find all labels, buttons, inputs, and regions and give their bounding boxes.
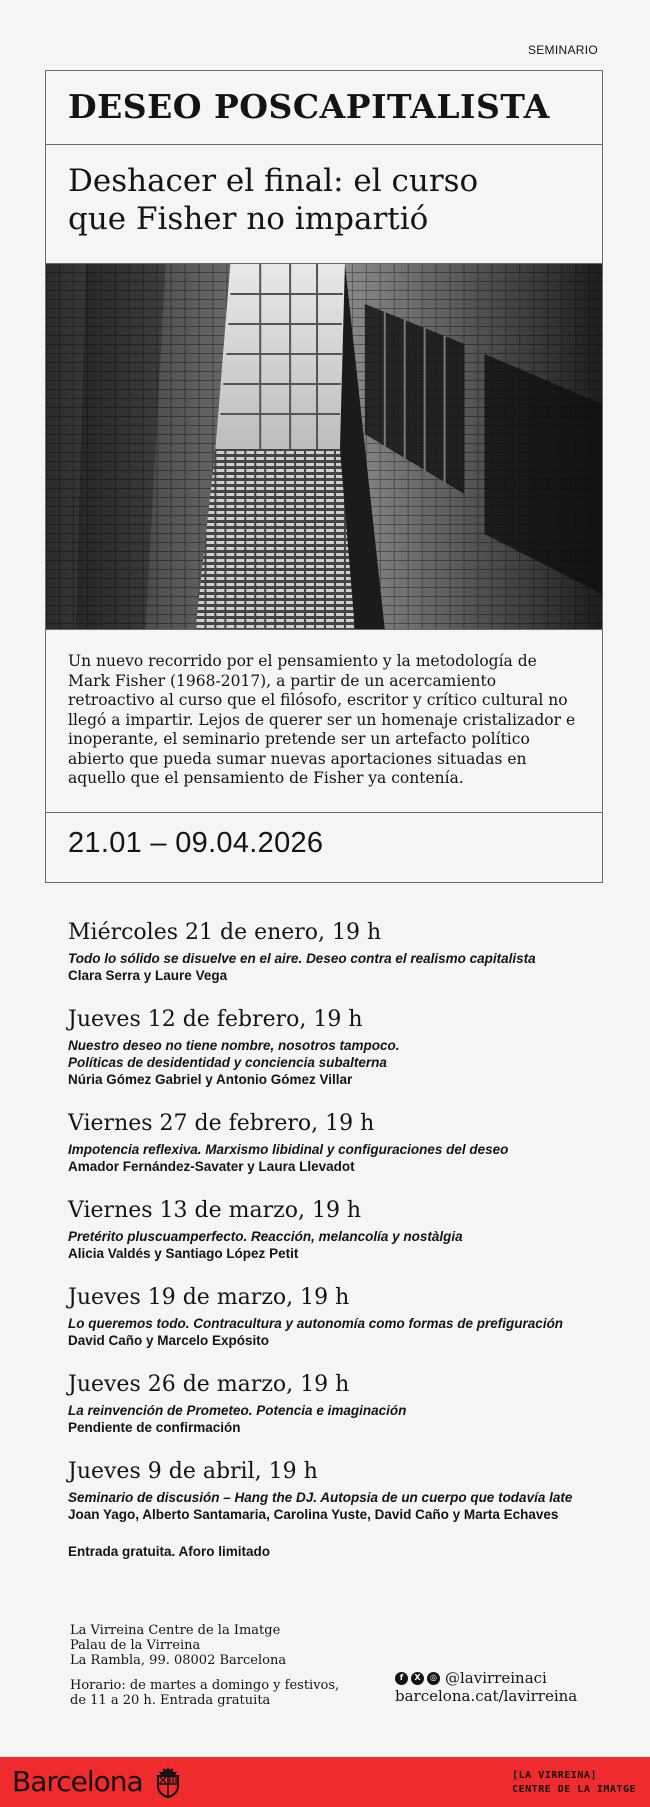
event-card — [45, 70, 603, 883]
barcelona-logo: Barcelona — [12, 1765, 143, 1798]
session-title: Nuestro deseo no tiene nombre, nosotros tampoco. — [68, 1038, 400, 1053]
session-title: La reinvención de Prometeo. Potencia e imaginación — [68, 1403, 407, 1418]
instagram-icon[interactable]: ◎ — [427, 1672, 440, 1685]
session-title: Seminario de discusión – Hang the DJ. Autopsia de un cuerpo que todavía late — [68, 1490, 573, 1505]
session-date: Jueves 9 de abril, 19 h — [68, 1459, 318, 1484]
website-link[interactable]: barcelona.cat/lavirreina — [395, 1687, 578, 1705]
venue-address — [70, 1623, 286, 1668]
session-title: Impotencia reflexiva. Marxismo libidinal y configuraciones del deseo — [68, 1142, 509, 1157]
session-date: Viernes 27 de febrero, 19 h — [68, 1111, 375, 1136]
session-speakers: Pendiente de confirmación — [68, 1420, 241, 1435]
building-courtyard-image — [46, 264, 602, 629]
session-item — [68, 1457, 628, 1523]
session-speakers: David Caño y Marcelo Expósito — [68, 1333, 270, 1348]
event-subtitle-line-1: Deshacer el final: el curso — [68, 163, 479, 199]
opening-hours-line-2: de 11 a 20 h. Entrada gratuita — [70, 1693, 271, 1708]
session-title: Pretérito pluscuamperfecto. Reacción, melancolía y nostàlgia — [68, 1229, 463, 1244]
facebook-icon[interactable]: f — [395, 1672, 408, 1685]
session-speakers: Clara Serra y Laure Vega — [68, 968, 228, 983]
session-date: Jueves 12 de febrero, 19 h — [68, 1007, 363, 1032]
session-speakers: Alicia Valdés y Santiago López Petit — [68, 1246, 299, 1261]
event-subtitle-line-2: que Fisher no impartió — [68, 201, 429, 237]
social-handle[interactable]: @lavirreinaci — [445, 1669, 547, 1687]
session-speakers: Joan Yago, Alberto Santamaria, Carolina Yuste, David Caño y Marta Echaves — [68, 1507, 559, 1522]
opening-hours — [70, 1678, 370, 1708]
session-title-line-2: Políticas de desidentidad y conciencia subalterna — [68, 1055, 387, 1070]
la-virreina-logo-line-1: [LA VIRREINA] — [512, 1770, 597, 1781]
entry-note: Entrada gratuita. Aforo limitado — [68, 1544, 271, 1559]
session-list — [68, 918, 628, 1544]
social-handle-row — [395, 1669, 577, 1687]
session-date: Miércoles 21 de enero, 19 h — [68, 920, 382, 945]
architecture-photo — [46, 264, 602, 629]
session-date: Jueves 26 de marzo, 19 h — [68, 1372, 350, 1397]
barcelona-shield-icon — [155, 1766, 181, 1798]
session-item — [68, 918, 628, 984]
session-title: Todo lo sólido se disuelve en el aire. Deseo contra el realismo capitalista — [68, 951, 536, 966]
session-item — [68, 1283, 628, 1349]
session-item — [68, 1109, 628, 1175]
event-subtitle — [46, 145, 602, 264]
session-item — [68, 1196, 628, 1262]
session-title: Lo queremos todo. Contracultura y autonomía como formas de prefiguración — [68, 1316, 564, 1331]
event-date-range: 21.01 – 09.04.2026 — [68, 827, 324, 859]
session-speakers: Amador Fernández-Savater y Laura Llevadot — [68, 1159, 355, 1174]
opening-hours-line-1: Horario: de martes a domingo y festivos, — [70, 1678, 340, 1693]
session-speakers: Núria Gómez Gabriel y Antonio Gómez Villar — [68, 1072, 353, 1087]
footer-bar — [0, 1757, 650, 1807]
la-virreina-logo-line-2: CENTRE DE LA IMATGE — [512, 1784, 636, 1795]
session-item — [68, 1370, 628, 1436]
event-title: DESEO POSCAPITALISTA — [46, 71, 602, 145]
venue-street: La Rambla, 99. 08002 Barcelona — [70, 1653, 287, 1668]
session-item — [68, 1005, 628, 1088]
social-links — [395, 1669, 577, 1705]
venue-name: La Virreina Centre de la Imatge — [70, 1623, 281, 1638]
venue-building: Palau de la Virreina — [70, 1638, 201, 1653]
session-date: Jueves 19 de marzo, 19 h — [68, 1285, 350, 1310]
x-icon[interactable]: X — [411, 1672, 424, 1685]
session-date: Viernes 13 de marzo, 19 h — [68, 1198, 362, 1223]
event-type-tag: SEMINARIO — [527, 43, 598, 57]
event-description: Un nuevo recorrido por el pensamiento y la metodología de Mark Fisher (1968-2017), a partir de un acercamiento retroactivo al curso que el filósofo, escritor y crítico cultural no llegó a impartir. Lejos de querer ser un homenaje cristalizador e inoperante, el seminario pretende ser un artefacto político abierto que pueda sumar nuevas aportaciones situadas en aquello que el pensamiento de Fisher ya contenía. — [46, 629, 602, 813]
la-virreina-logo — [512, 1769, 636, 1797]
